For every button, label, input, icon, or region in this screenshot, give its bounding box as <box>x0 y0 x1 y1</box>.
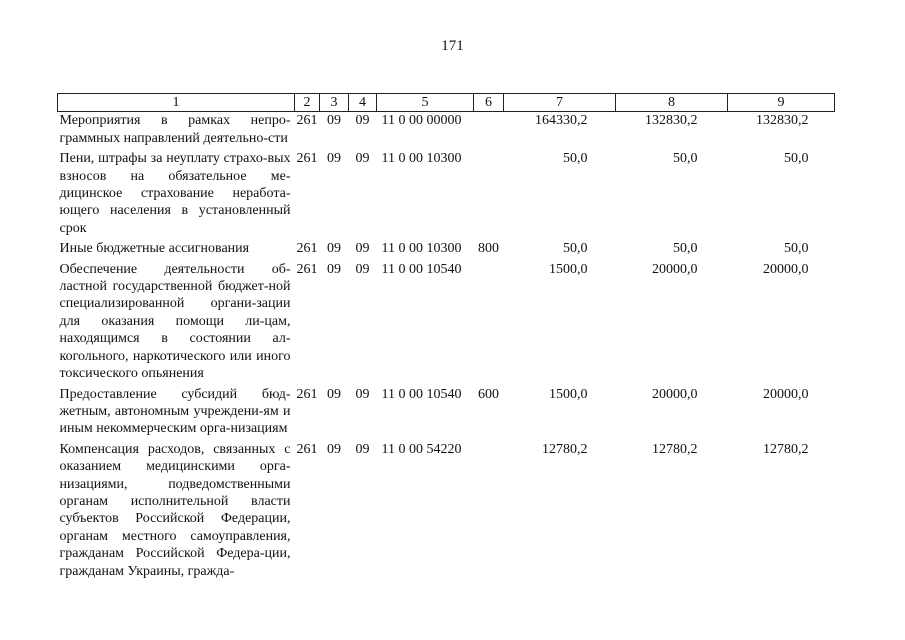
header-col-4: 4 <box>349 94 377 112</box>
row-c6 <box>474 441 504 583</box>
row-c5: 11 0 00 10540 <box>381 261 462 277</box>
row-c5: 11 0 00 10300 <box>381 241 462 257</box>
row-name: Мероприятия в рамках непро-граммных направлений деятельно-сти <box>59 113 291 146</box>
row-c9: 50,0 <box>784 241 809 257</box>
row-c5: 11 0 00 10540 <box>381 386 462 402</box>
row-c7: 12780,2 <box>542 441 588 457</box>
header-col-7: 7 <box>504 94 616 112</box>
row-c8: 50,0 <box>673 151 698 167</box>
row-name: Предоставление субсидий бюд-жетным, автономным учреждени-ям и иным некоммерческим орга-низациям <box>59 386 291 437</box>
row-c5: 11 0 00 10300 <box>381 151 462 167</box>
row-name: Иные бюджетные ассигнования <box>59 241 250 257</box>
row-c6 <box>474 112 504 150</box>
header-col-5: 5 <box>377 94 474 112</box>
row-c7: 50,0 <box>563 151 588 167</box>
row-c6 <box>474 261 504 386</box>
header-col-8: 8 <box>616 94 728 112</box>
row-c5: 11 0 00 00000 <box>381 113 462 129</box>
row-c6: 800 <box>478 241 499 257</box>
row-c8: 20000,0 <box>652 386 698 402</box>
row-c2: 261 <box>296 441 318 457</box>
row-c4: 09 <box>355 441 370 457</box>
row-c3: 09 <box>327 386 341 402</box>
row-c7: 50,0 <box>563 241 588 257</box>
row-name: Пени, штрафы за неуплату страхо-вых взносов на обязательное ме-дицинское страхование неработа-ющего населения в установленный срок <box>59 151 291 236</box>
row-c2: 261 <box>296 386 318 402</box>
header-col-1: 1 <box>58 94 295 112</box>
row-c8: 20000,0 <box>652 261 698 277</box>
table-row <box>58 441 835 583</box>
row-c4: 09 <box>355 241 370 257</box>
table-row <box>58 386 835 441</box>
table-row <box>58 150 835 240</box>
row-c2: 261 <box>296 241 318 257</box>
row-c2: 261 <box>296 261 318 277</box>
page-number: 171 <box>441 38 464 54</box>
budget-table <box>57 93 835 583</box>
header-col-6: 6 <box>474 94 504 112</box>
row-c8: 50,0 <box>673 241 698 257</box>
row-c3: 09 <box>327 241 341 257</box>
row-c7: 1500,0 <box>549 386 588 402</box>
row-c9: 20000,0 <box>763 261 809 277</box>
row-name: Компенсация расходов, связанных с оказанием медицинскими орга-низациями, подведомственными органам исполнительной власти субъектов Российской Федерации, органам местного самоуправления, гражданам Российской Федера-ции, гражданам Украины, гражда- <box>59 441 291 579</box>
table-row <box>58 261 835 386</box>
row-c3: 09 <box>327 113 341 129</box>
header-col-3: 3 <box>320 94 349 112</box>
header-col-2: 2 <box>295 94 320 112</box>
row-c9: 50,0 <box>784 151 809 167</box>
row-c9: 20000,0 <box>763 386 809 402</box>
header-col-9: 9 <box>728 94 835 112</box>
row-c4: 09 <box>355 261 370 277</box>
row-c4: 09 <box>355 151 370 167</box>
row-c7: 164330,2 <box>535 113 588 129</box>
row-c9: 12780,2 <box>763 441 809 457</box>
row-c2: 261 <box>296 151 318 167</box>
row-c4: 09 <box>355 386 370 402</box>
table-row <box>58 240 835 260</box>
row-c3: 09 <box>327 441 341 457</box>
row-c6: 600 <box>478 386 499 402</box>
row-name: Обеспечение деятельности об-ластной государственной бюджет-ной специализированной органи-зации для оказания помощи ли-цам, находящимся в состоянии ал-когольного, наркотического или иного токсического опьянения <box>59 261 291 382</box>
row-c6 <box>474 150 504 240</box>
row-c4: 09 <box>355 113 370 129</box>
row-c3: 09 <box>327 261 341 277</box>
row-c8: 132830,2 <box>645 113 698 129</box>
row-c7: 1500,0 <box>549 261 588 277</box>
row-c9: 132830,2 <box>756 113 809 129</box>
table-row <box>58 112 835 150</box>
row-c2: 261 <box>296 113 318 129</box>
row-c3: 09 <box>327 151 341 167</box>
row-c5: 11 0 00 54220 <box>381 441 462 457</box>
header-row <box>58 94 835 112</box>
row-c8: 12780,2 <box>652 441 698 457</box>
